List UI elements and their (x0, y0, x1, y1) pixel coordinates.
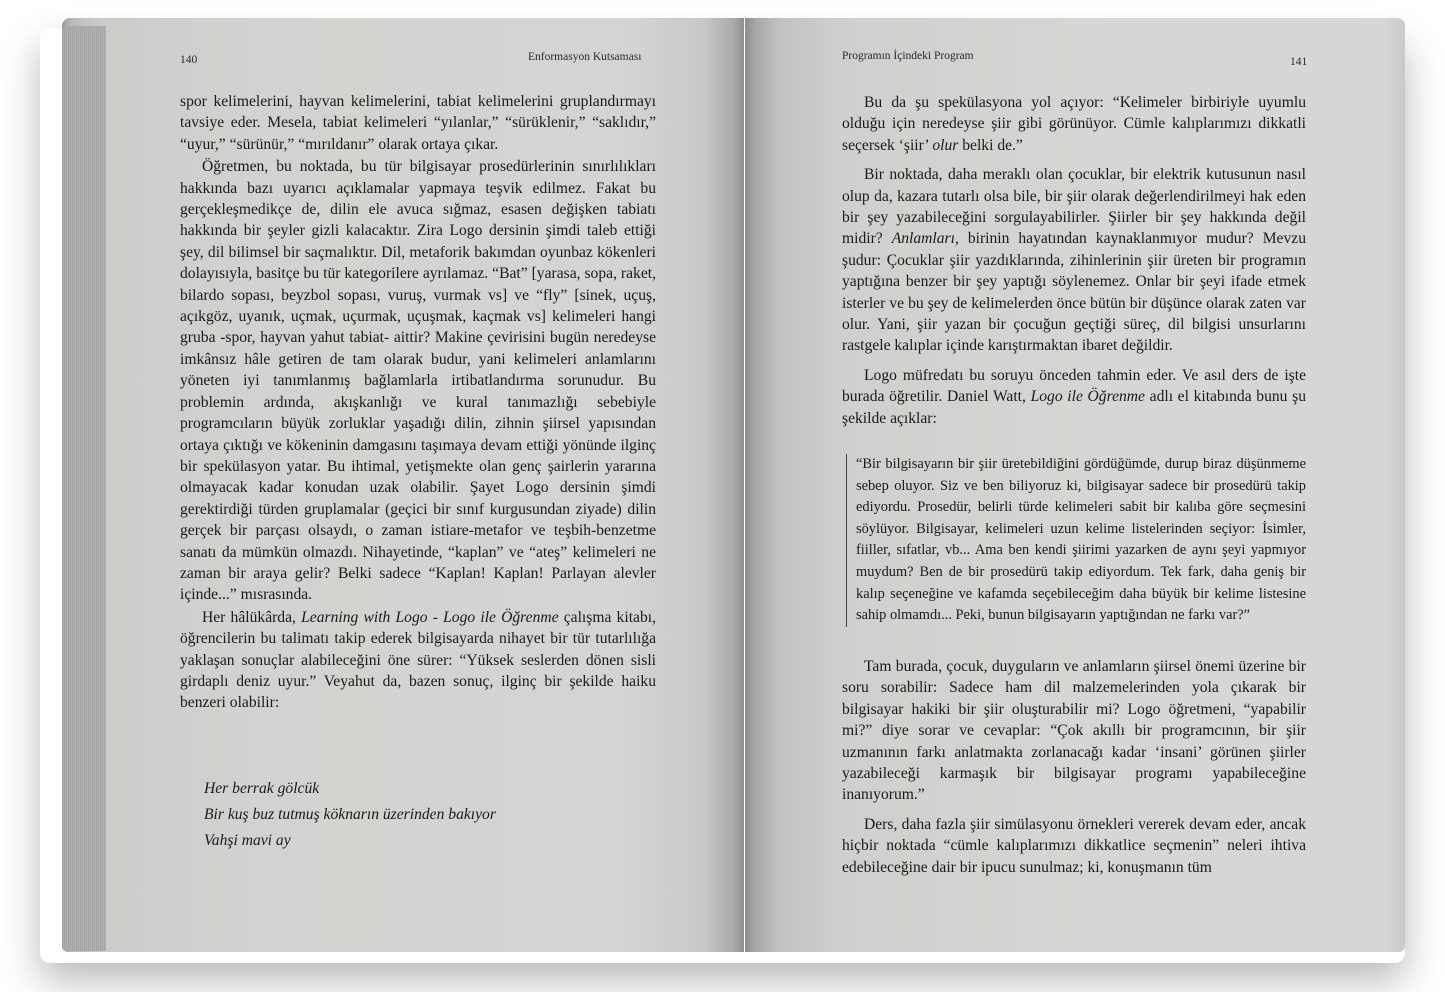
right-running-title: Programın İçindeki Program (842, 50, 974, 62)
right-paragraph-3-a: Logo müfredatı bu soruyu önceden tahmin eder. Ve asıl ders de işte burada öğretilir. Daniel Watt, (842, 366, 1306, 406)
left-page-number: 140 (180, 54, 198, 66)
left-paragraph-2: Öğretmen, bu noktada, bu tür bilgisayar prosedürlerinin sınırlılıkları hakkında bazı uyarıcı açıklamalar yapmaya teşvik edilmez. Fakat bu gerçekleşmedikçe de, dilin ele avuca sığmaz, esasen değişken tabiatı hakkında bir şeyler gizli kalacaktır. Zira Logo dersinin şimdi taleb ettiği şey, dil bilimsel bir saçmalıktır. Dil, metaforik bakımdan oyunbaz kökenleri dolayısıyla, basitçe bu tür kategorilere ayrılamaz. “Bat” [yarasa, sopa, raket, bilardo sopası, beyzbol sopası, vuruş, vurmak vs] ve “fly” [sinek, uçuş, açıkgöz, uyanık, uçmak, uçurmak, uçuşmak, kaçmak vs] kelimeleri hangi gruba -spor, hayvan yahut tabiat- aittir? Makine çevirisini bugün neredeyse imkânsız hâle getiren de tam olarak budur, yani kelimeleri anlamlarını yöneten iyi tanımlanmış bağlamlarla irtibatlandırma sorunudur. Bu problemin ardında, akışkanlığı ve kural tanımazlığı sebebiyle programcıların büyük zorluklar yaşadığı dilin, zihnin şiirsel yapısından ortaya çıktığı ve kökeninin damgasını taşımaya devam ettiği yönünde ilginç bir spekülasyon yatar. Bu ihtimal, yetişmekte olan genç şairlerin yararına olmayacak kadar konudan uzak olabilir. Şayet Logo dersinin şimdi gerektirdiği türden gruplamalar (geçici bir sınıf kurgusundan ziyade) dilin gerçek bir parçası olsaydı, o zaman istiare-metafor ve teşbih-benzetme sanatı da mümkün olmazdı. Nihayetinde, “kaplan” ve “ateş” kelimeleri ne zaman bir araya gelir? Belki sadece “Kaplan! Kaplan! Parlayan alevler içinde...” mısrasında. (180, 158, 656, 604)
right-paragraph-2 (842, 164, 1306, 357)
left-paragraph-3-book-title: Learning with Logo - Logo ile Öğrenme (301, 608, 559, 626)
right-paragraph-3-emphasis: Logo ile Öğrenme (1030, 388, 1145, 406)
block-quote-text: “Bir bilgisayarın bir şiir üretebildiğini gördüğümde, durup biraz düşünmeme sebep oluyor. Siz ve ben biliyoruz ki, bilgisayar sadece bir prosedürü takip ediyordu. Prosedür, belirli türde kelimeleri sabit bir kalıba göre seçmesini söylüyor. Bilgisayar, kelimeleri uzun kelime listelerinden seçiyor: İsimler, fiiller, sıfatlar, vb... Ama ben kendi şiirimi yazarken de aynı şeyi yapmıyor muydum? Ben de bir prosedürü takip ediyordum. Tek fark, daha geniş bir kalıp seçeneğine ve kafamda seçebileceğim daha büyük bir kelime listesine sahip olmamdı... Peki, bunun bilgisayarın yaptığından ne farkı var?” (856, 456, 1306, 624)
left-body-text (180, 91, 656, 714)
right-paragraph-4: Tam burada, çocuk, duyguların ve anlamların şiirsel önemi üzerine bir soru sorabilir: Sadece ham dil malzemelerinden yola çıkarak bir bilgisayar hakiki bir şiir oluşturabilir mi? Logo öğretmeni, “yapabilir mi?” diye sorar ve cevaplar: “Çok akıllı bir programcının, bir şiir uzmanının farkı anlatmakta zorlanacağı kadar ‘insani’ görünen şiirler yazabileceği karmaşık bir bilgisayar programı yapabileceğine inanıyorum.” (842, 658, 1306, 804)
right-paragraph-2-a: Bir noktada, daha meraklı olan çocuklar, bir elektrik kutusunun nasıl olup da, kazara tutarlı olsa bile, bir şiir olarak değerlendirilmeyi hak eden bir şey yazabileceğini sorgulayabilirler. Şiirler bir şey hakkında değil midir? (842, 166, 1306, 248)
right-page-number: 141 (1290, 56, 1308, 68)
right-paragraph-3 (842, 365, 1306, 429)
right-paragraph-1 (842, 92, 1306, 156)
left-running-title: Enformasyon Kutsaması (528, 51, 642, 63)
left-paragraph-3-rest: çalışma kitabı, öğrencilerin bu talimatı takip ederek bilgisayarda nihayet bir tür tutarlılığa yaklaşan sonuçlar alabileceğini öne sürer: “Yüksek seslerden dönen sisli girdaplı deniz uyur.” Veyahut da, bazen sonuç, ilginç bir şekilde haiku benzeri olabilir: (180, 608, 656, 712)
poem-line: Her berrak gölcük (204, 780, 320, 797)
left-paragraph-1: spor kelimelerini, hayvan kelimelerini, tabiat kelimelerini gruplandırmayı tavsiye eder. Mesela, tabiat kelimeleri “yılanlar,” “sürüklenir,” “saklıdır,” “uyur,” “sürünür,” “mırıldanır” olarak ortaya çıkar. (180, 93, 656, 153)
poem-line: Bir kuş buz tutmuş köknarın üzerinden bakıyor (204, 806, 496, 823)
left-page-edge (62, 26, 106, 951)
right-paragraph-1-a: Bu da şu spekülasyona yol açıyor: “Kelimeler birbiriyle uyumlu olduğu için neredeyse şiir gibi görünüyor. Cümle kalıplarımızı dikkatli seçersek ‘şiir’ (842, 94, 1306, 154)
right-paragraph-1-emphasis: olur (932, 136, 959, 154)
left-paragraph-3 (180, 607, 656, 714)
right-body-text-bottom (842, 656, 1306, 878)
poem-line: Vahşi mavi ay (204, 832, 291, 849)
right-paragraph-3-b: adlı el kitabında bunu şu şekilde açıklar: (842, 388, 1306, 427)
haiku-poem (204, 776, 644, 854)
left-paragraph-3-prefix: Her hâlükârda, (202, 608, 302, 626)
right-paragraph-5: Ders, daha fazla şiir simülasyonu örnekleri vererek devam eder, ancak hiçbir noktada “cümle kalıplarımızı dikkatlice seçmenin” neleri ihtiva edebileceğine dair bir ipucu sunulmaz; ki, konuşmanın tüm (842, 815, 1306, 876)
right-body-text-top (842, 92, 1306, 429)
right-paragraph-2-emphasis: Anlamları (891, 230, 955, 248)
right-paragraph-1-b: belki de.” (958, 136, 1023, 154)
right-paragraph-2-b: , birinin hayatından kaynaklanmıyor mudur? Mevzu şudur: Çocuklar şiir yazdıklarında, zihinlerinin şiir üreten bir programın yaptığına benzer bir şey yaptığı söylenemez. Onlar bir şeyi ifade etmek isterler ve bu şey de kelimelerden önce bütün bir düşünce olarak zaten var olur. Yani, şiir yazan bir çocuğun geçtiği süreç, dil bilgisi unsurlarını rastgele kalıplar içinde karıştırmaktan ibaret değildir. (842, 230, 1306, 355)
block-quote (846, 454, 1306, 627)
